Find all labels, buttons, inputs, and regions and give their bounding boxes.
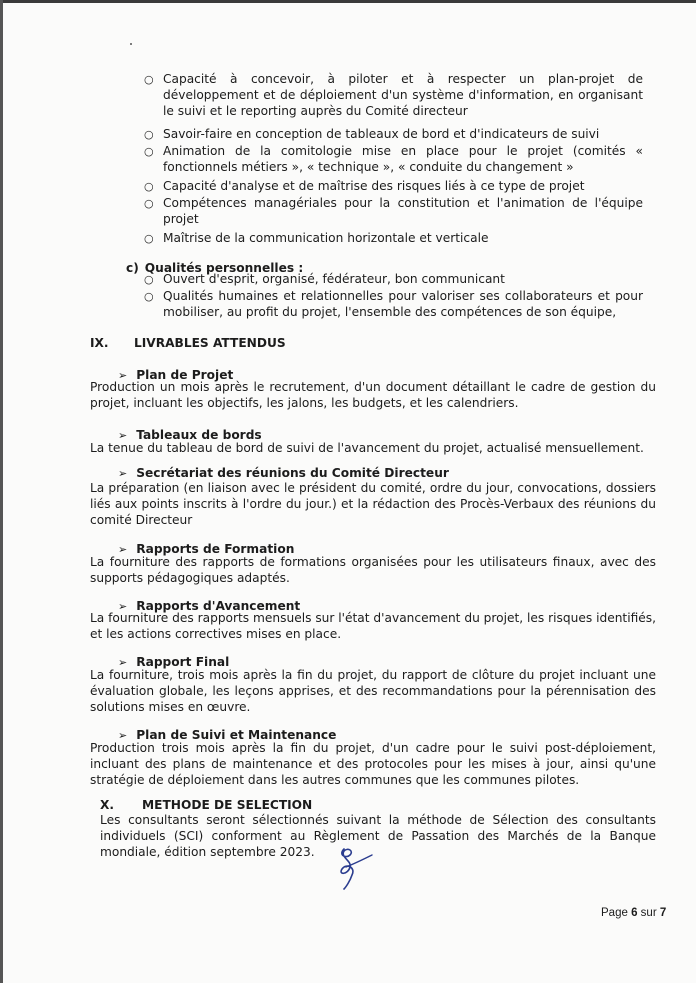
livrable-paragraph: Production un mois après le recrutement, d'un document détaillant le cadre de gestion du projet, incluant les objectifs, les jalons, les budgets, et les calendriers. <box>90 380 656 410</box>
list-item: ○ Savoir-faire en conception de tableaux de bord et d'indicateurs de suivi <box>144 127 600 141</box>
livrable-paragraph: La préparation (en liaison avec le président du comité, ordre du jour, convocations, dossiers liés aux points inscrits à l'ordre du jour.) et la rédaction des Procès-Verbaux des réunions du comité Directeur <box>90 481 656 527</box>
arrow-right-icon: ➢ <box>118 543 128 556</box>
list-item: ○ Compétences managériales pour la constitution et l'animation de l'équipe projet <box>144 196 643 226</box>
list-item: ○ Animation de la comitologie mise en place pour le projet (comités « fonctionnels métiers », « technique », « conduite du changement » <box>144 144 643 174</box>
livrable-heading: ➢ Tableaux de bords <box>118 428 262 442</box>
livrable-heading: ➢ Secrétariat des réunions du Comité Directeur <box>118 466 449 480</box>
list-item: ○ Capacité à concevoir, à piloter et à respecter un plan-projet de développement et de déploiement d'un système d'information, en organisant le suivi et le reporting auprès du Comité directeur <box>144 72 643 118</box>
list-item: ○ Qualités humaines et relationnelles pour valoriser ses collaborateurs et pour mobiliser, au profit du projet, l'ensemble des compétences de son équipe, <box>144 289 643 319</box>
arrow-right-icon: ➢ <box>118 369 128 382</box>
hollow-bullet-icon: ○ <box>144 73 154 86</box>
signature-icon <box>332 845 374 890</box>
livrable-paragraph: La fourniture des rapports mensuels sur l'état d'avancement du projet, les risques identifiés, et les actions correctives mises en place. <box>90 611 656 641</box>
livrable-heading: ➢ Rapports d'Avancement <box>118 599 301 613</box>
list-item: ○ Maîtrise de la communication horizontale et verticale <box>144 231 489 245</box>
arrow-right-icon: ➢ <box>118 600 128 613</box>
section-heading-x: X. METHODE DE SELECTION <box>100 798 313 812</box>
selection-paragraph: Les consultants seront sélectionnés suivant la méthode de Sélection des consultants individuels (SCI) conforment au Règlement de Passation des Marchés de la Banque mondiale, édition septembre 2023. <box>100 813 656 859</box>
livrable-heading: ➢ Plan de Suivi et Maintenance <box>118 728 337 742</box>
hollow-bullet-icon: ○ <box>144 145 154 158</box>
arrow-right-icon: ➢ <box>118 429 128 442</box>
arrow-right-icon: ➢ <box>118 467 128 480</box>
livrable-paragraph: Production trois mois après la fin du projet, d'un cadre pour le suivi post-déploiement, incluant des plans de maintenance et des protocoles pour les mises à jour, ainsi qu'une stratégie de déploiement dans les autres communes que les communes pilotes. <box>90 741 656 787</box>
livrable-heading: ➢ Rapport Final <box>118 655 230 669</box>
page-number: Page 6 sur 7 <box>601 907 667 919</box>
livrable-paragraph: La fourniture des rapports de formations organisées pour les utilisateurs finaux, avec des supports pédagogiques adaptés. <box>90 555 656 585</box>
livrable-heading: ➢ Rapports de Formation <box>118 542 295 556</box>
livrable-heading: ➢ Plan de Projet <box>118 368 234 382</box>
livrable-paragraph: La tenue du tableau de bord de suivi de l'avancement du projet, actualisé mensuellement. <box>90 441 644 455</box>
scan-speck <box>130 43 132 45</box>
hollow-bullet-icon: ○ <box>144 290 154 303</box>
list-item: ○ Capacité d'analyse et de maîtrise des risques liés à ce type de projet <box>144 179 585 193</box>
scan-top-edge <box>0 0 696 3</box>
hollow-bullet-icon: ○ <box>144 197 154 210</box>
arrow-right-icon: ➢ <box>118 729 128 742</box>
arrow-right-icon: ➢ <box>118 656 128 669</box>
hollow-bullet-icon: ○ <box>144 273 154 286</box>
section-heading-ix: IX. LIVRABLES ATTENDUS <box>90 336 286 350</box>
livrable-paragraph: La fourniture, trois mois après la fin du projet, du rapport de clôture du projet incluant une évaluation globale, les leçons apprises, et des recommandations pour la pérennisation des solutions mises en œuvre. <box>90 668 656 714</box>
hollow-bullet-icon: ○ <box>144 128 154 141</box>
hollow-bullet-icon: ○ <box>144 180 154 193</box>
hollow-bullet-icon: ○ <box>144 232 154 245</box>
qualites-heading: c) Qualités personnelles : <box>126 261 304 275</box>
list-item: ○ Ouvert d'esprit, organisé, fédérateur, bon communicant <box>144 272 505 286</box>
scan-left-edge <box>0 0 3 983</box>
